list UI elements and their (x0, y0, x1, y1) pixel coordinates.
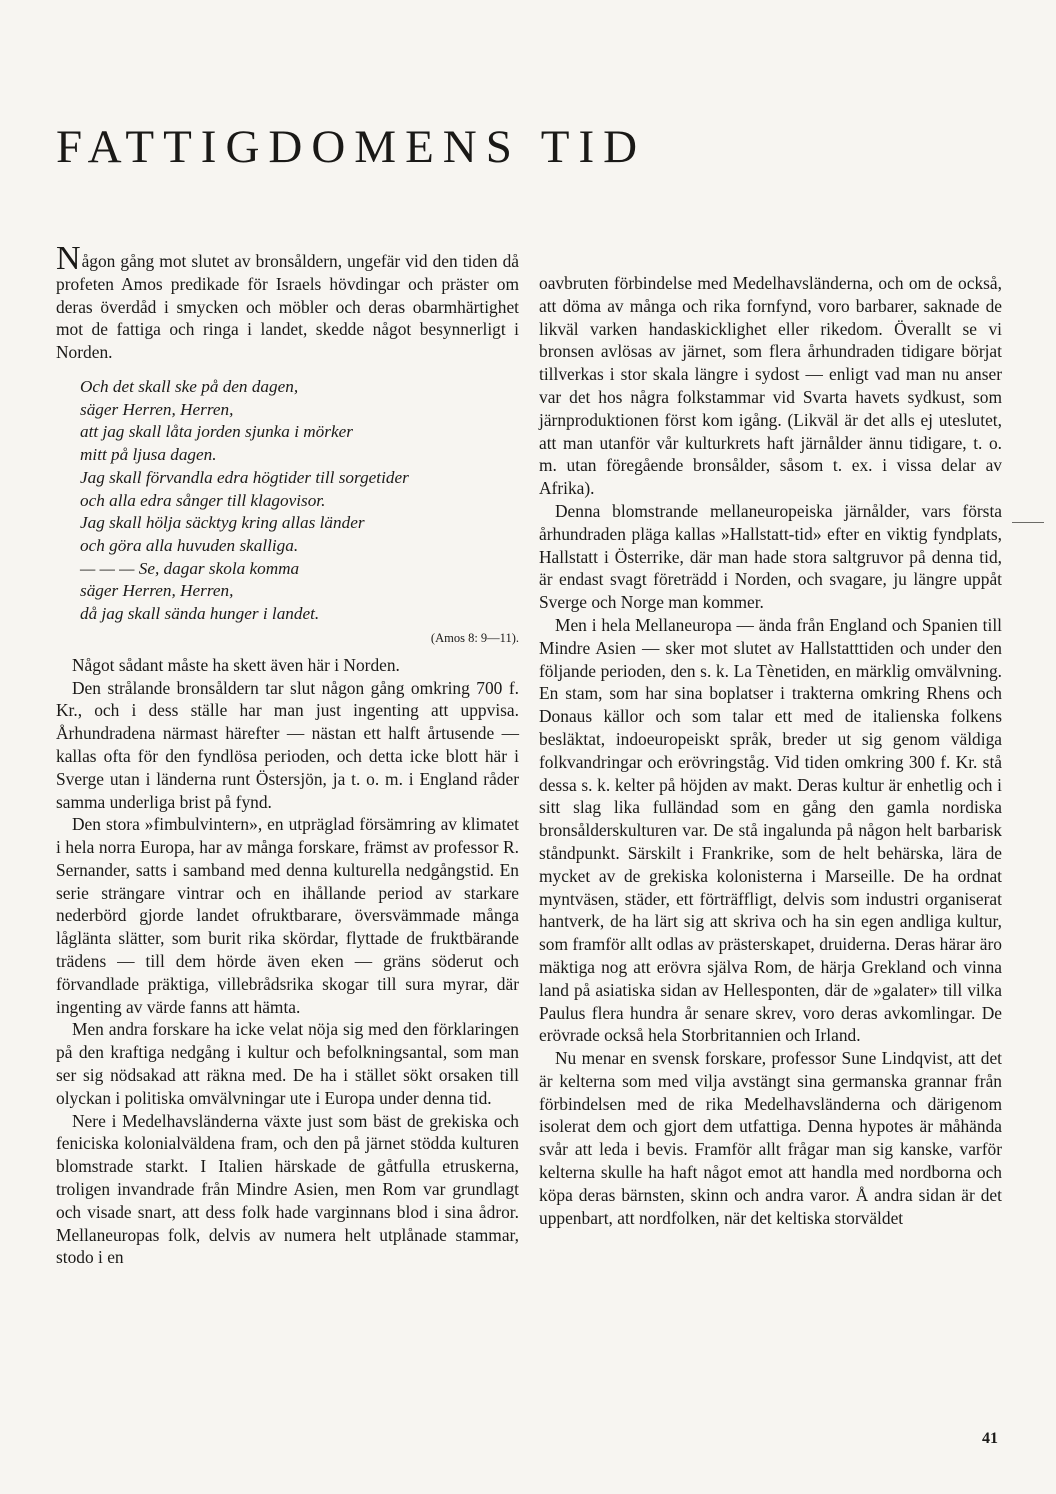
chapter-title: FATTIGDOMENS TID (56, 121, 647, 173)
body-paragraph: Något sådant måste ha skett även här i Norden. (72, 654, 400, 675)
bible-citation: (Amos 8: 9—11). (430, 630, 519, 645)
body-paragraph: Nere i Medelhavsländerna växte just som bäst de grekiska och feniciska kolonialväldena fram, och den på järnet stödda kulturen blomstrade starkt. I Italien härskade de gåtfulla etruskerna, troligen invandrade från Mindre Asien, men Rom var grundlagt och visade snart, att dess folk hade varginnans blod i sina ådror. Mellaneuropas folk, delvis av numera helt utplånade stammar, stodo i en (56, 1110, 519, 1268)
poem-line: Jag skall hölja säcktyg kring allas länder (80, 513, 365, 533)
poem-line: — — — Se, dagar skola komma (80, 558, 300, 578)
poem-line: att jag skall låta jorden sjunka i mörker (80, 422, 353, 442)
left-column (56, 240, 519, 1269)
body-paragraph: Men andra forskare ha icke velat nöja sig med den förklaringen på den kraftiga nedgång i kultur och befolkningsantal, som man ser sig nödsakad att räkna med. De ha i stället sökt orsaken till olyckan i politiska omvälvningar ute i Europa under denna tid. (56, 1019, 519, 1108)
intro-text: ågon gång mot slutet av bronsåldern, ungefär vid den tiden då profeten Amos predikade för Israels hövdingar och präster om deras överdåd i smycken och möbler och deras obarmhärtighet mot de fattiga och ringa i landet, skedde något besynnerligt i Norden. (56, 251, 519, 363)
page-number: 41 (982, 1430, 998, 1447)
poem-line: säger Herren, Herren, (80, 581, 234, 601)
poem-line: och göra alla huvuden skalliga. (80, 535, 299, 555)
right-column (539, 272, 1002, 1229)
body-paragraph: Den strålande bronsåldern tar slut någon gång omkring 700 f. Kr., och i dess ställe har man just ingenting att uppvisa. Århundradena närmast härefter — nästan ett halft årtusende — kallas ofta för den fyndlösa perioden, och detta icke blott här i Sverge utan i länderna runt Östersjön, ja t. o. m. i England råder samma underliga brist på fynd. (56, 677, 519, 812)
poem-line: mitt på ljusa dagen. (80, 445, 217, 465)
poem-quotation (80, 376, 519, 626)
body-paragraph: Den stora »fimbulvintern», en utpräglad försämring av klimatet i hela norra Europa, har av många forskare, främst av professor R. Sernander, satts i samband med denna kulturella nedgångstid. En serie strängare vintrar och en ihållande period av starkare nederbörd gjorde landet ofruktbarare, översvämmade många låglänta slätter, som burit rika skördar, flyttade de fruktbärande trädens — till dem hörde även eken — gräns söderut och förvandlade präktiga, villebrådsrika skogar till sura myrar, där ingenting av värde fanns att hämta. (56, 814, 519, 1017)
body-paragraph: oavbruten förbindelse med Medelhavsländerna, och om de också, att döma av många och rika fornfynd, voro barbarer, saknade de likväl varken handaskicklighet eller rikedom. Överallt se vi bronsen avlösas av järnet, som flera århundraden tidigare börjat tillverkas i stor skala längre i sydost — enligt vad man nu anser var det hos några folkstammar vid Svarta havets sydkust, som järnproduktionen först kom igång. (Likväl är det alls ej uteslutet, att man utanför vår kulturkrets haft järnålder ännu tidigare, t. o. m. utan föregående bronsålder, såsom t. ex. i vissa delar av Afrika). (539, 273, 1002, 499)
margin-rule (1012, 522, 1044, 523)
intro-paragraph (56, 240, 519, 364)
body-paragraph: Denna blomstrande mellaneuropeiska järnålder, vars första århundraden pläga kallas »Hallstatt-tid» efter en viktig fyndplats, Hallstatt i Österrike, där man hade stora saltgruvor på denna tid, är endast svagt företrädd i Norden, och svagare, ju längre uppåt Sverge och Norge man kommer. (539, 500, 1002, 613)
poem-line: Och det skall ske på den dagen, (80, 376, 299, 396)
poem-line: Jag skall förvandla edra högtider till sorgetider (80, 467, 409, 487)
body-paragraph: Men i hela Mellaneuropa — ända från England och Spanien till Mindre Asien — sker mot slutet av Hallstatttiden och under den följande perioden, den s. k. La Tènetiden, en märklig omvälvning. En stam, som har sina boplatser i trakterna omkring Rhens och Donaus källor och som talar ett med de italienska folkens besläktat, indoeuropeiskt språk, breder ut sig genom väldiga folkvandringar och erövringståg. Vid tiden omkring 300 f. Kr. stå dessa s. k. kelter på höjden av makt. Deras kultur är enhetlig och i sitt slag lika fulländad som en gång den gamla nordiska bronsålderskulturen var. De stå ingalunda på någon helt barbarisk ståndpunkt. Särskilt i Frankrike, som de helt behärska, lära de mycket av de grekiska kolonisterna i Marseille. De ha ordnat myntväsen, städer, ett förträffligt, delvis som industri organiserat hantverk, de ha lärt sig att skriva och ha sin egen andliga kultur, som framför allt odlas av prästerskapet, druiderna. Deras härar äro mäktiga nog att erövra själva Rom, de härja Grekland och vinna land på asiatiska sidan av Hellesponten, där de »galater» till vilka Paulus flera hundra år senare skrev, voro deras avkomlingar. De erövrade också hela Storbritannien och Irland. (539, 614, 1002, 1046)
poem-line: och alla edra sånger till klagovisor. (80, 490, 326, 510)
poem-line: då jag skall sända hunger i landet. (80, 604, 320, 624)
body-paragraph: Nu menar en svensk forskare, professor Sune Lindqvist, att det är kelterna som med vilja avstängt sina germanska grannar från förbindelsen med de rika Medelhavsländerna och därigenom isolerat dem och gjort dem utfattiga. Denna hypotes är måhända svår att leda i bevis. Framför allt frågar man sig kanske, varför kelterna skulle ha haft något emot att handla med nordborna och köpa deras bärnsten, skinn och andra varor. Å andra sidan är det uppenbart, att nordfolken, när det keltiska storväldet (539, 1048, 1002, 1228)
drop-cap: N (56, 240, 81, 277)
poem-line: säger Herren, Herren, (80, 399, 234, 419)
